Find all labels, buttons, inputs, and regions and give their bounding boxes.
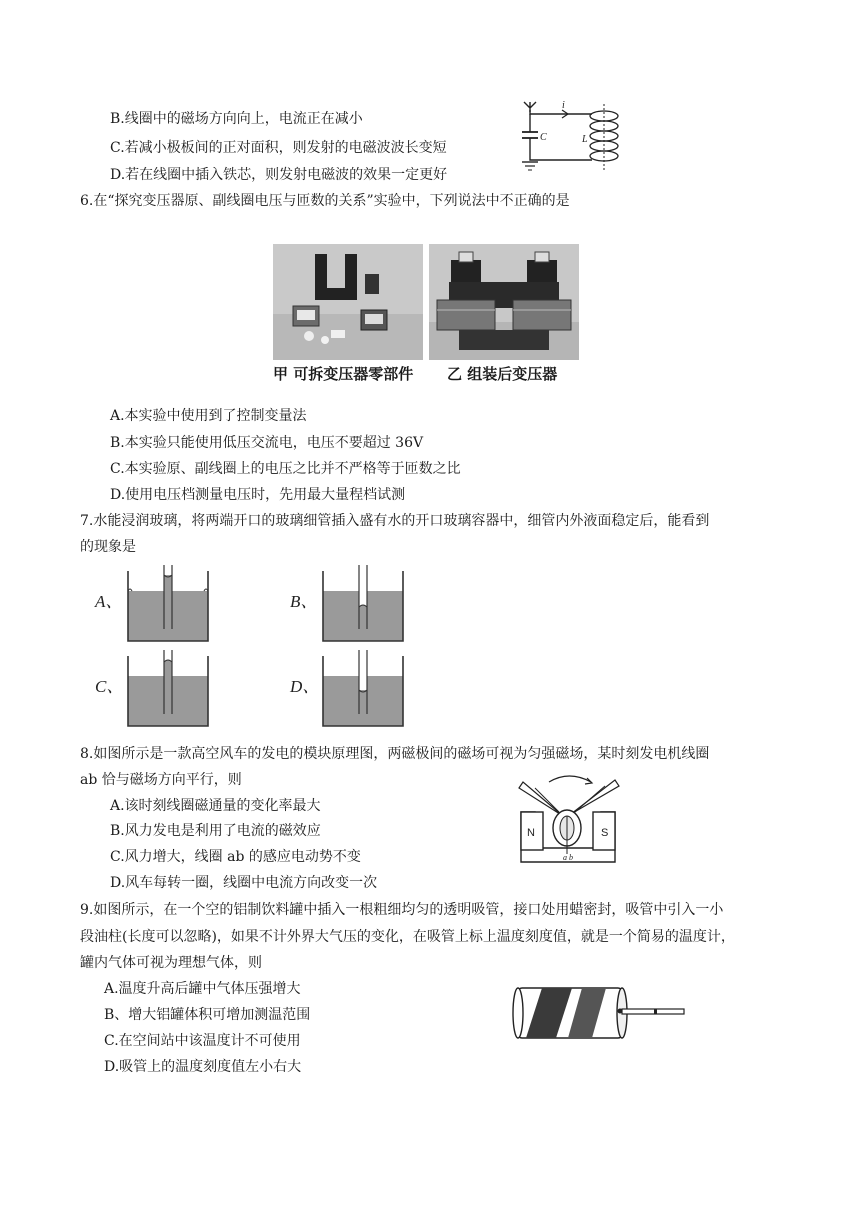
q5-option-c: C.若减小极板间的正对面积，则发射的电磁波波长变短 <box>110 140 447 156</box>
transformer-parts-photo <box>273 244 423 360</box>
q6-option-d: D.使用电压档测量电压时，先用最大量程档试测 <box>110 487 406 503</box>
q7-stem-line1: 7.水能浸润玻璃，将两端开口的玻璃细管插入盛有水的开口玻璃容器中，细管内外液面稳定后，能看到 <box>80 513 710 529</box>
q8-option-c: C.风力增大，线圈 ab 的感应电动势不变 <box>110 849 361 865</box>
beaker-option-b <box>285 565 415 645</box>
q6-option-a: A.本实验中使用到了控制变量法 <box>110 408 307 424</box>
q7-stem-line2: 的现象是 <box>80 539 136 555</box>
beaker-option-a <box>90 565 220 645</box>
q8-option-a: A.该时刻线圈磁通量的变化率最大 <box>110 798 321 814</box>
q9-option-a: A.温度升高后罐中气体压强增大 <box>104 981 301 997</box>
beaker-option-c <box>90 650 220 730</box>
photo-caption-assembled: 乙 组装后变压器 <box>447 365 558 383</box>
beaker-option-d <box>285 650 415 730</box>
current-label: i <box>562 100 565 111</box>
beaker-label-d: D、 <box>290 677 320 696</box>
beaker-label-b: B、 <box>290 592 318 611</box>
q8-option-d: D.风车每转一圈，线圈中电流方向改变一次 <box>110 875 378 891</box>
photo-caption-parts: 甲 可拆变压器零部件 <box>273 365 414 383</box>
q9-stem-line2: 段油柱(长度可以忽略)，如果不计外界大气压的变化，在吸管上标上温度刻度值，就是一个简易的温度计， <box>80 929 735 945</box>
wind-turbine-generator-figure <box>515 772 625 868</box>
magnet-north-label: N <box>527 827 535 839</box>
assembled-transformer-photo <box>429 244 579 360</box>
coil-ab-label: a b <box>563 853 573 862</box>
q6-option-c: C.本实验原、副线圈上的电压之比并不严格等于匝数之比 <box>110 461 461 477</box>
can-thermometer-figure <box>512 978 687 1048</box>
magnet-south-label: S <box>601 827 609 839</box>
lc-circuit-figure <box>510 96 630 182</box>
beaker-label-a: A、 <box>95 592 123 611</box>
q9-stem-line1: 9.如图所示，在一个空的铝制饮料罐中插入一根粗细均匀的透明吸管，接口处用蜡密封，吸管中引入一小 <box>80 902 724 918</box>
q8-stem-line1: 8.如图所示是一款高空风车的发电的模块原理图，两磁极间的磁场可视为匀强磁场，某时刻发电机线圈 <box>80 746 710 762</box>
q9-option-c: C.在空间站中该温度计不可使用 <box>104 1033 301 1049</box>
beaker-label-c: C、 <box>95 677 124 696</box>
q5-option-b: B.线圈中的磁场方向向上，电流正在减小 <box>110 111 363 127</box>
q8-stem-line2: ab 恰与磁场方向平行，则 <box>80 772 242 788</box>
capacitor-label: C <box>540 132 547 143</box>
q8-option-b: B.风力发电是利用了电流的磁效应 <box>110 823 321 839</box>
q6-stem: 6.在“探究变压器原、副线圈电压与匝数的关系”实验中，下列说法中不正确的是 <box>80 193 570 209</box>
q9-option-d: D.吸管上的温度刻度值左小右大 <box>104 1059 302 1075</box>
q9-option-b: B、增大铝罐体积可增加测温范围 <box>104 1007 311 1023</box>
q9-stem-line3: 罐内气体可视为理想气体，则 <box>80 955 262 971</box>
coil-label: L <box>582 134 588 145</box>
q5-option-d: D.若在线圈中插入铁芯，则发射电磁波的效果一定更好 <box>110 167 448 183</box>
q6-option-b: B.本实验只能使用低压交流电，电压不要超过 36V <box>110 435 424 451</box>
